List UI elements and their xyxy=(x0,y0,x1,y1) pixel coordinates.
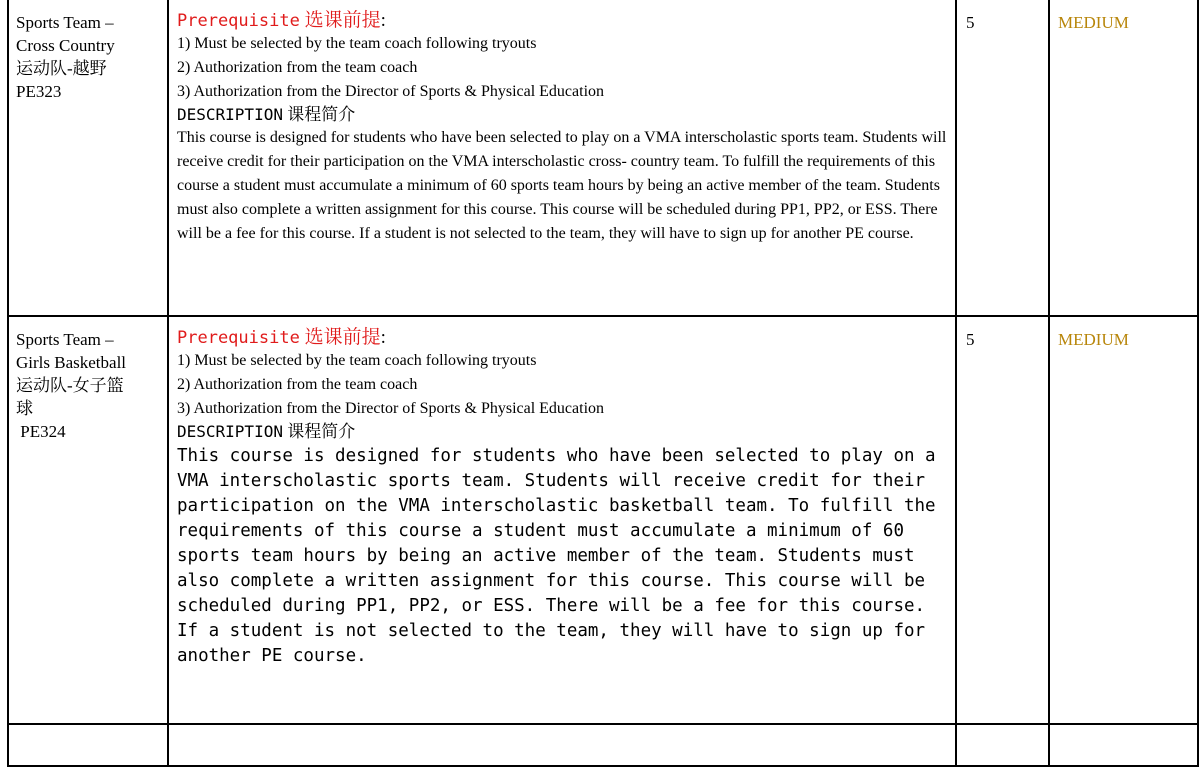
prerequisite-item: 2) Authorization from the team coach xyxy=(177,376,418,393)
course-detail-cell xyxy=(168,316,956,724)
description-heading xyxy=(177,104,949,126)
course-name-cell xyxy=(8,724,168,766)
level-cell xyxy=(1049,0,1198,316)
prerequisite-item: 3) Authorization from the Director of Sports & Physical Education xyxy=(177,83,605,100)
description-label-zh: 课程简介 xyxy=(287,105,356,124)
course-name-line: Sports Team – xyxy=(16,13,114,32)
course-name-zh: 球 xyxy=(16,399,33,418)
course-name-zh: 运动队-女子篮 xyxy=(16,376,124,395)
credits-value: 5 xyxy=(966,330,975,349)
level-value: MEDIUM xyxy=(1058,13,1129,32)
level-cell xyxy=(1049,724,1198,766)
course-detail-cell xyxy=(168,724,956,766)
prerequisite-item: 2) Authorization from the team coach xyxy=(177,59,418,76)
course-name-cell xyxy=(8,0,168,316)
course-name-line: Girls Basketball xyxy=(16,353,127,372)
prerequisite-label-zh: 选课前提 xyxy=(304,327,381,348)
prerequisite-colon: : xyxy=(380,327,386,348)
prerequisite-heading xyxy=(177,10,949,32)
prerequisite-colon: : xyxy=(380,10,386,31)
description-label-zh: 课程简介 xyxy=(287,422,356,441)
credits-cell xyxy=(956,316,1049,724)
course-name-line: Cross Country xyxy=(16,36,115,55)
prerequisite-item: 3) Authorization from the Director of Sports & Physical Education xyxy=(177,400,605,417)
course-code: PE323 xyxy=(16,82,62,101)
prerequisite-label: Prerequisite xyxy=(177,11,300,31)
prerequisite-item: 1) Must be selected by the team coach following tryouts xyxy=(177,35,537,52)
course-name-cell xyxy=(8,316,168,724)
prerequisite-item: 1) Must be selected by the team coach following tryouts xyxy=(177,352,537,369)
table-row xyxy=(8,316,1198,724)
level-cell xyxy=(1049,316,1198,724)
prerequisite-heading xyxy=(177,327,949,349)
table-row xyxy=(8,724,1198,766)
description-label: DESCRIPTION xyxy=(177,422,283,441)
course-code: PE324 xyxy=(16,422,66,441)
credits-cell xyxy=(956,0,1049,316)
course-table xyxy=(7,0,1199,767)
level-value: MEDIUM xyxy=(1058,330,1129,349)
credits-value: 5 xyxy=(966,13,975,32)
table-row xyxy=(8,0,1198,316)
course-name-zh: 运动队-越野 xyxy=(16,59,107,78)
description-heading xyxy=(177,421,949,443)
credits-cell xyxy=(956,724,1049,766)
course-description: This course is designed for students who have been selected to play on a VMA interscholastic sports team. Students will receive credit for their participation on the VMA interscholastic basketball team. To fulfill the requirements of this course a student must accumulate a minimum of 60 sports team hours by being an active member of the team. Students must also complete a written assignment for this course. This course will be scheduled during PP1, PP2, or ESS. There will be a fee for this course. If a student is not selected to the team, they will have to sign up for another PE course. xyxy=(177,446,936,666)
course-detail-cell xyxy=(168,0,956,316)
description-label: DESCRIPTION xyxy=(177,105,283,124)
course-name-line: Sports Team – xyxy=(16,330,114,349)
prerequisite-label-zh: 选课前提 xyxy=(304,10,381,31)
course-description: This course is designed for students who have been selected to play on a VMA interscholastic sports team. Students will receive credit for their participation on the VMA interscholastic cross- country team. To fulfill the requirements of this course a student must accumulate a minimum of 60 sports team hours by being an active member of the team. Students must also complete a written assignment for this course. This course will be scheduled during PP1, PP2, or ESS. There will be a fee for this course. If a student is not selected to the team, they will have to sign up for another PE course. xyxy=(177,129,947,242)
prerequisite-label: Prerequisite xyxy=(177,328,300,348)
